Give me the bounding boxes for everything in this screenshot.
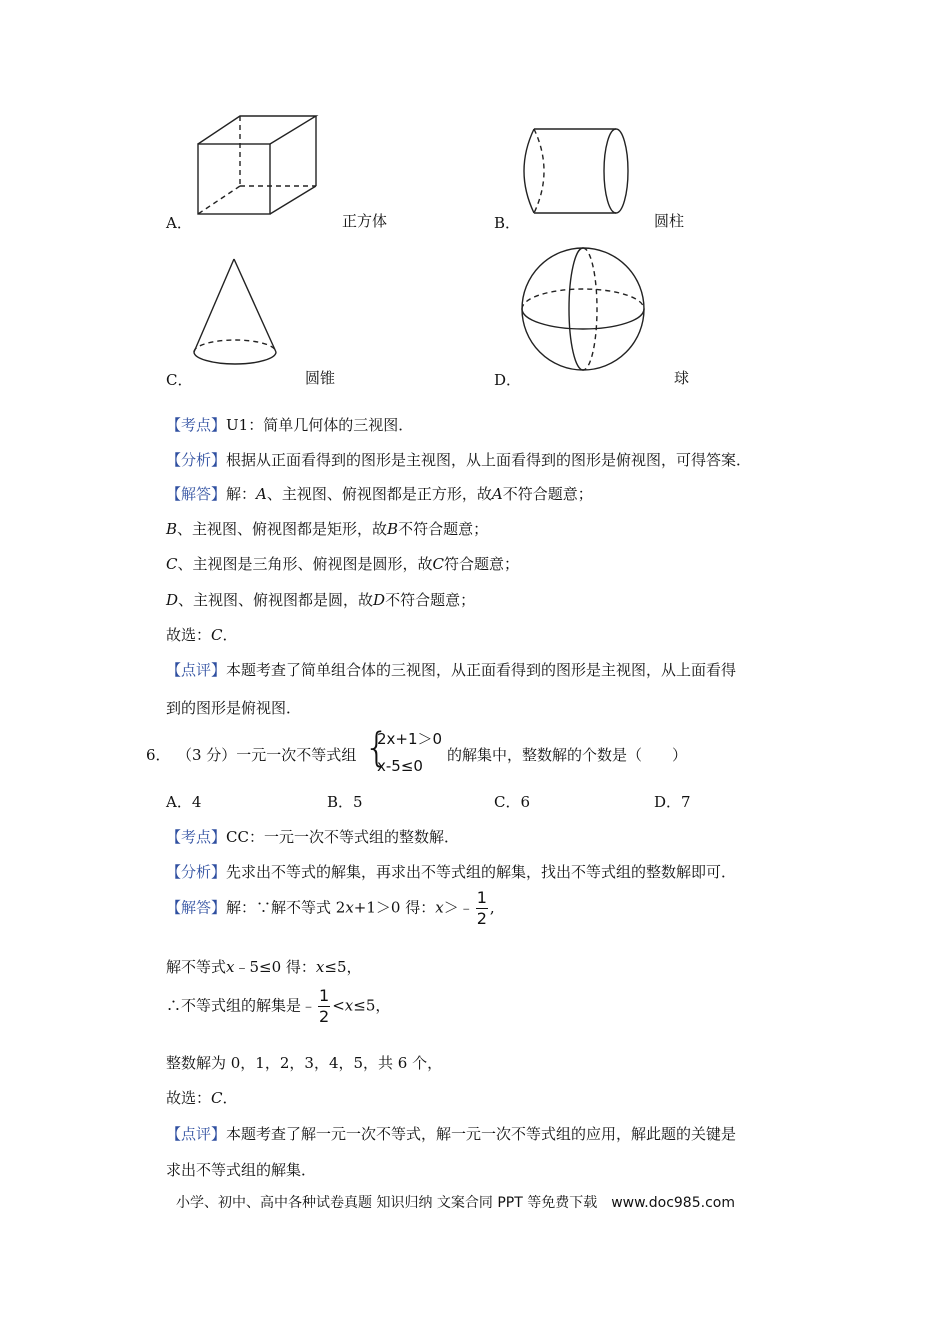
q5-sol-line-c (166, 553, 519, 574)
cylinder-figure (518, 125, 633, 220)
answer-suffix: ． (222, 1089, 238, 1107)
answer-letter: C (211, 626, 223, 644)
sol-var: A (491, 485, 503, 503)
q5-sol-line-b (166, 518, 488, 539)
fenxi-tag: 【分析】 (166, 863, 227, 881)
sol-text: 解不等式 (166, 958, 227, 976)
q5-dianping (166, 659, 736, 680)
fenxi-tag: 【分析】 (166, 451, 227, 469)
sol-text: ≤5， (353, 996, 391, 1015)
q5-dianping-cont: 到的图形是俯视图． (166, 699, 302, 717)
system-brace-icon: { (364, 725, 390, 771)
q5-kaodian (166, 414, 413, 435)
kaodian-tag: 【考点】 (166, 416, 227, 434)
fraction-half (318, 988, 330, 1025)
sol-text: ∴不等式组的解集是﹣ (166, 996, 317, 1015)
sol-var: D (373, 591, 386, 609)
fraction-denominator: 2 (476, 909, 487, 928)
q6-dianping (166, 1123, 736, 1144)
option-c-name: 圆锥 (305, 369, 336, 387)
sphere-figure (520, 245, 650, 375)
sol-var: C (166, 555, 178, 573)
cube-figure (190, 112, 325, 222)
fraction-numerator: 1 (319, 986, 330, 1005)
var-x: x (226, 958, 235, 976)
jieda-tag: 【解答】 (166, 485, 227, 503)
sol-text: , (489, 898, 495, 917)
option-d-name: 球 (674, 369, 690, 387)
dianping-text: 本题考查了简单组合体的三视图，从正面看得到的图形是主视图，从上面看得 (226, 661, 737, 679)
q5-jieda (166, 483, 593, 504)
sol-text: ≤5， (324, 958, 362, 976)
dianping-tag: 【点评】 (166, 661, 227, 679)
answer-prefix: 故选： (166, 626, 212, 644)
q6-stem-suffix: 的解集中，整数解的个数是（ ） (447, 746, 688, 764)
answer-letter: C (211, 1089, 223, 1107)
option-c-letter: C． (166, 371, 193, 389)
answer-prefix: 故选： (166, 1089, 212, 1107)
option-a-letter: A． (166, 214, 192, 232)
option-a-name: 正方体 (342, 212, 388, 230)
var-x: x (345, 898, 354, 917)
option-b-name: 圆柱 (654, 212, 685, 230)
choice-b: B．5 (327, 793, 363, 811)
system-line-2: x-5≤0 (377, 757, 423, 775)
q6-kaodian (166, 826, 459, 847)
fraction-numerator: 1 (476, 888, 487, 907)
choice-c: C．6 (494, 793, 531, 811)
q5-sol-line-d (166, 589, 475, 610)
sol-var: B (166, 520, 178, 538)
sol-text: 不符合题意； (502, 485, 593, 503)
answer-suffix: ． (222, 626, 238, 644)
sol-text: 、主视图、俯视图都是圆，故 (178, 591, 374, 609)
jieda-tag: 【解答】 (166, 898, 227, 917)
var-x: x (435, 898, 444, 917)
sol-text: ＞﹣ (443, 898, 474, 917)
system-line-1: 2x+1＞0 (377, 730, 443, 748)
sol-text: 符合题意； (443, 555, 519, 573)
var-x: x (344, 996, 354, 1015)
cone-figure (190, 255, 285, 370)
sol-text: 不符合题意； (385, 591, 476, 609)
fenxi-text: 根据从正面看得到的图形是主视图，从上面看得到的图形是俯视图，可得答案． (226, 451, 752, 469)
choice-a: A．4 (166, 793, 202, 811)
sol-var: C (432, 555, 444, 573)
sol-text: +1＞0 得： (353, 898, 436, 917)
sol-var: B (387, 520, 399, 538)
q6-fenxi (166, 861, 736, 882)
sol-text: 不符合题意； (398, 520, 489, 538)
page-footer: 小学、初中、高中各种试卷真题 知识归纳 文案合同 PPT 等免费下载 www.doc985.com (176, 1195, 735, 1211)
var-x: x (315, 958, 325, 976)
q6-sol-line-3 (166, 988, 390, 1025)
sol-text: 、主视图是三角形、俯视图是圆形，故 (177, 555, 433, 573)
jieda-prefix: 解： (226, 485, 257, 503)
dianping-text: 本题考查了解一元一次不等式，解一元一次不等式组的应用，解此题的关键是 (226, 1125, 737, 1143)
option-b-letter: B． (494, 214, 521, 232)
option-d-letter: D． (494, 371, 522, 389)
dianping-tag: 【点评】 (166, 1125, 227, 1143)
fenxi-text: 先求出不等式的解集，再求出不等式组的解集，找出不等式组的整数解即可． (226, 863, 737, 881)
kaodian-text: U1：简单几何体的三视图． (226, 416, 414, 434)
kaodian-text: CC：一元一次不等式组的整数解． (226, 828, 459, 846)
kaodian-tag: 【考点】 (166, 828, 227, 846)
q6-sol-line-2 (166, 956, 362, 977)
fraction-denominator: 2 (319, 1007, 330, 1026)
q6-sol-line-4: 整数解为 0，1，2，3，4，5，共 6 个， (166, 1054, 443, 1072)
q5-fenxi (166, 449, 751, 470)
sol-text: ﹣5≤0 得： (234, 958, 316, 976)
sol-var: A (256, 485, 267, 503)
q6-number: 6． (146, 746, 171, 764)
q6-answer (166, 1087, 238, 1108)
sol-text: < (332, 996, 345, 1015)
sol-text: 解：∵解不等式 2 (226, 898, 346, 917)
q5-answer (166, 624, 238, 645)
q6-dianping-cont: 求出不等式组的解集． (166, 1161, 317, 1179)
sol-text: 、主视图、俯视图都是矩形，故 (177, 520, 388, 538)
q6-stem-prefix: （3 分）一元一次不等式组 (177, 746, 357, 764)
sol-var: D (166, 591, 179, 609)
choice-d: D．7 (654, 793, 691, 811)
q6-jieda (166, 890, 495, 927)
fraction-half (476, 890, 488, 927)
sol-text: 、主视图、俯视图都是正方形，故 (266, 485, 492, 503)
